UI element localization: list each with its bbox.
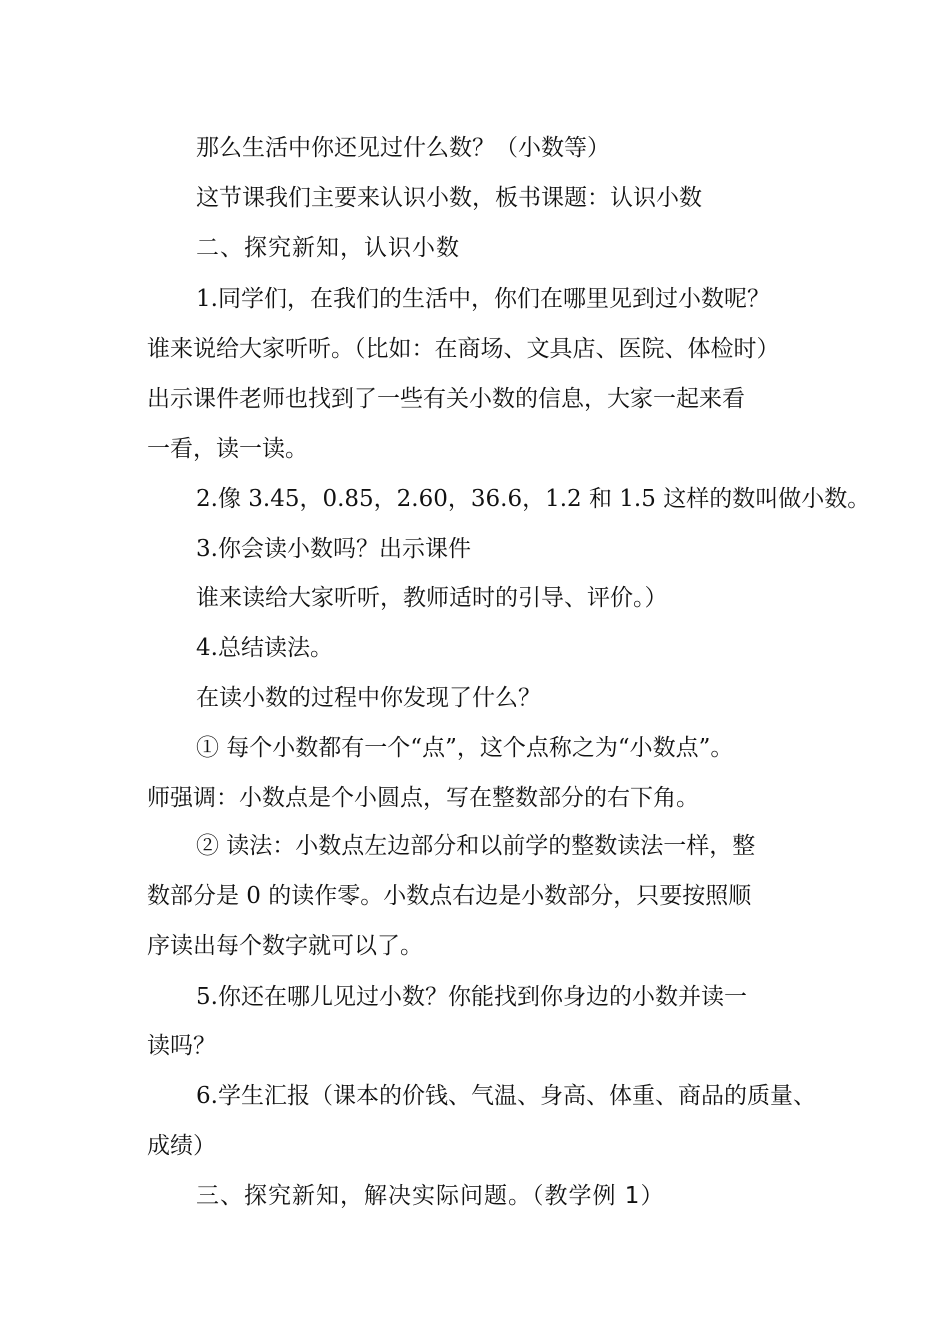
paragraph-line: ① 每个小数都有一个“点”，这个点称之为“小数点”。 xyxy=(196,735,734,761)
paragraph-line: 谁来说给大家听听。（比如：在商场、文具店、医院、体检时） xyxy=(147,336,780,362)
paragraph-line: 6.学生汇报（课本的价钱、气温、身高、体重、商品的质量、 xyxy=(196,1083,816,1109)
paragraph-line: ② 读法：小数点左边部分和以前学的整数读法一样，整 xyxy=(196,833,756,859)
paragraph-line: 数部分是 0 的读作零。小数点右边是小数部分，只要按照顺 xyxy=(147,883,752,909)
paragraph-line: 这节课我们主要来认识小数，板书课题：认识小数 xyxy=(196,185,702,211)
paragraph-line: 4.总结读法。 xyxy=(196,635,333,661)
paragraph-line: 序读出每个数字就可以了。 xyxy=(147,933,423,959)
paragraph-line: 1.同学们，在我们的生活中，你们在哪里见到过小数呢？ xyxy=(196,286,770,312)
paragraph-line: 出示课件老师也找到了一些有关小数的信息，大家一起来看 xyxy=(147,386,745,412)
paragraph-line: 一看，读一读。 xyxy=(147,436,308,462)
section-heading: 三、探究新知，解决实际问题。（教学例 1） xyxy=(196,1183,665,1209)
paragraph-line: 成绩） xyxy=(147,1133,216,1159)
paragraph-line: 师强调：小数点是个小圆点，写在整数部分的右下角。 xyxy=(147,785,699,811)
paragraph-line: 5.你还在哪儿见过小数？你能找到你身边的小数并读一 xyxy=(196,984,747,1010)
paragraph-line: 那么生活中你还见过什么数？（小数等） xyxy=(196,135,610,161)
paragraph-line: 在读小数的过程中你发现了什么？ xyxy=(196,685,541,711)
paragraph-line: 谁来读给大家听听，教师适时的引导、评价。） xyxy=(196,585,668,611)
paragraph-line: 读吗？ xyxy=(147,1033,216,1059)
paragraph-line: 2.像 3.45，0.85，2.60，36.6，1.2 和 1.5 这样的数叫做小数。 xyxy=(196,486,871,512)
paragraph-line: 3.你会读小数吗？出示课件 xyxy=(196,536,471,562)
section-heading: 二、探究新知，认识小数 xyxy=(196,235,460,261)
